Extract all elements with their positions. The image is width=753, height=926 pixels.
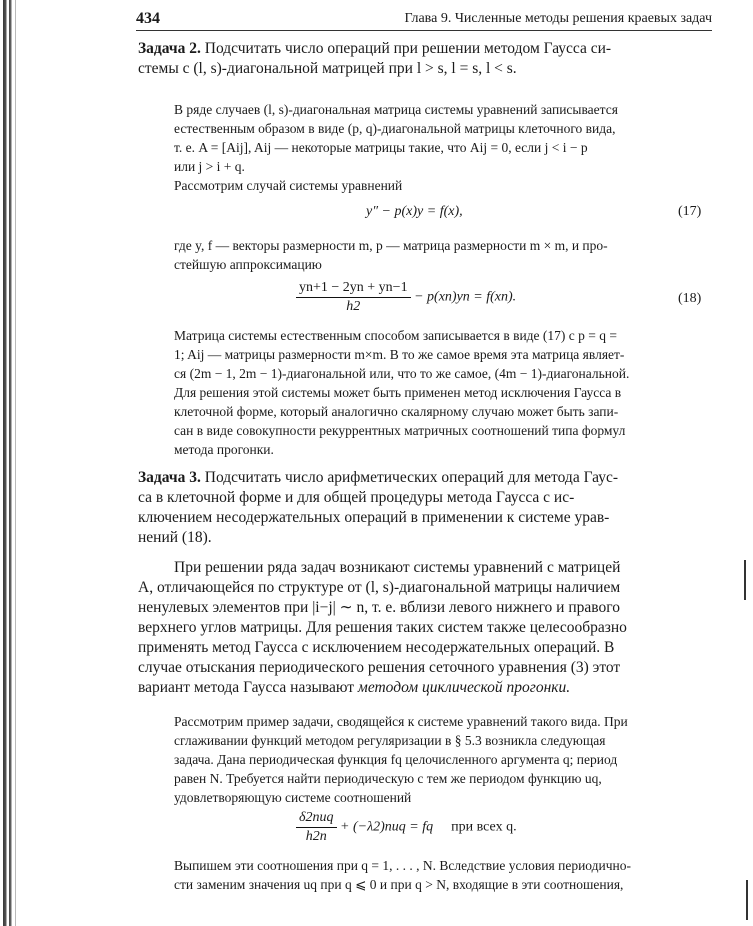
fraction-numerator: δ2nuq	[296, 810, 337, 828]
equation-rest: − p(xn)yn = f(xn).	[410, 289, 517, 305]
text-line: равен N. Требуется найти периодическую с тем же периодом функцию uq,	[174, 771, 602, 786]
header-rule	[136, 30, 712, 31]
text-line: При решении ряда задач возникают системы уравнений с матрицей	[174, 559, 621, 576]
text-line: случае отыскания периодического решения сеточного уравнения (3) этот	[138, 659, 621, 676]
text-line: Выпишем эти соотношения при q = 1, . . . , N. Вследствие условия периодично-	[174, 858, 632, 873]
equation-18	[296, 280, 516, 315]
text-line: метода прогонки.	[174, 442, 274, 457]
fraction-denominator: h2	[346, 299, 361, 314]
scan-edge-mark	[744, 560, 746, 600]
task-label: Задача 3.	[138, 469, 201, 486]
task-2	[138, 39, 712, 79]
text-line: Рассмотрим пример задачи, сводящейся к системе уравнений такого вида. При	[174, 714, 628, 729]
paragraph-periodicity	[174, 856, 712, 894]
text-line: удовлетворяющую системе соотношений	[174, 790, 412, 805]
paragraph-cyclic	[138, 558, 712, 698]
text-line: т. е. A = [Aij], Aij — некоторые матрицы такие, что Aij = 0, если j < i − p	[174, 140, 588, 155]
fraction	[296, 810, 337, 845]
text-line: ненулевых элементов при |i−j| ∼ n, т. е. вблизи левого нижнего и правого	[138, 599, 620, 616]
text-line: сан в виде совокупности рекуррентных матричных соотношений типа формул	[174, 423, 626, 438]
paragraph-example	[174, 712, 712, 807]
paragraph-block-gauss	[174, 326, 712, 459]
task-3	[138, 468, 712, 548]
text-line: A, отличающейся по структуре от (l, s)-диагональной матрицы наличием	[138, 579, 621, 596]
text-line: стемы с (l, s)-диагональной матрицей при l > s, l = s, l < s.	[138, 60, 517, 77]
text-line: В ряде случаев (l, s)-диагональная матрица системы уравнений записывается	[174, 102, 618, 117]
text-line: сглаживании функций методом регуляризации в § 5.3 возникла следующая	[174, 733, 606, 748]
text-line: применять метод Гаусса с исключением несодержательных операций. В	[138, 639, 615, 656]
paragraph-vectors	[174, 236, 712, 274]
text-line: Матрица системы естественным способом записывается в виде (17) с p = q =	[174, 328, 618, 343]
text-line: стейшую аппроксимацию	[174, 257, 322, 272]
text-line: нений (18).	[138, 529, 212, 546]
text-line: или j > i + q.	[174, 159, 245, 174]
equation-number: (18)	[678, 291, 702, 306]
fraction-denominator: h2n	[305, 829, 327, 844]
text-line: Рассмотрим случай системы уравнений	[174, 178, 403, 193]
fraction-numerator: yn+1 − 2yn + yn−1	[296, 280, 411, 298]
text-line: 1; Aij — матрицы размерности m×m. В то же самое время эта матрица являет-	[174, 347, 625, 362]
text-line: Задача 2. Подсчитать число операций при решении методом Гаусса си-	[138, 40, 612, 57]
text-line: верхнего углов матрицы. Для решения таких систем также целесообразно	[138, 619, 627, 636]
equation-periodic	[296, 810, 517, 845]
equation-17: y″ − p(x)y = f(x),	[366, 204, 463, 219]
text-line: вариант метода Гаусса называют методом циклической прогонки.	[138, 679, 571, 696]
text-line: Для решения этой системы может быть применен метод исключения Гаусса в	[174, 385, 622, 400]
text-line: ся (2m − 1, 2m − 1)-диагональной или, что то же самое, (4m − 1)-диагональной.	[174, 366, 630, 381]
text-line: клеточной форме, который аналогично скалярному случаю может быть запи-	[174, 404, 619, 419]
fraction	[296, 280, 411, 315]
text-line: где y, f — векторы размерности m, p — матрица размерности m × m, и про-	[174, 238, 608, 253]
paragraph-cell-matrix	[174, 100, 712, 195]
equation-number: (17)	[678, 204, 702, 219]
text-line: сти заменим значения uq при q ⩽ 0 и при q > N, входящие в эти соотношения,	[174, 877, 624, 892]
page-number: 434	[136, 10, 160, 27]
text-line: задача. Дана периодическая функция fq целочисленного аргумента q; период	[174, 752, 618, 767]
task-label: Задача 2.	[138, 40, 201, 57]
text-line: са в клеточной форме и для общей процедуры метода Гаусса с ис-	[138, 489, 575, 506]
text-line: естественным образом в виде (p, q)-диагональной матрицы клеточного вида,	[174, 121, 616, 136]
scan-binding-edge	[0, 0, 38, 926]
equation-tail: при всех q.	[451, 819, 517, 835]
text-line: Задача 3. Подсчитать число арифметических операций для метода Гаус-	[138, 469, 619, 486]
text-line: ключением несодержательных операций в применении к системе урав-	[138, 509, 610, 526]
equation-rest: + (−λ2)nuq = fq	[336, 819, 434, 835]
emphasis-term: методом циклической прогонки.	[357, 679, 571, 696]
scan-edge-mark	[746, 880, 748, 920]
running-head: Глава 9. Численные методы решения краевых задач	[404, 11, 712, 26]
